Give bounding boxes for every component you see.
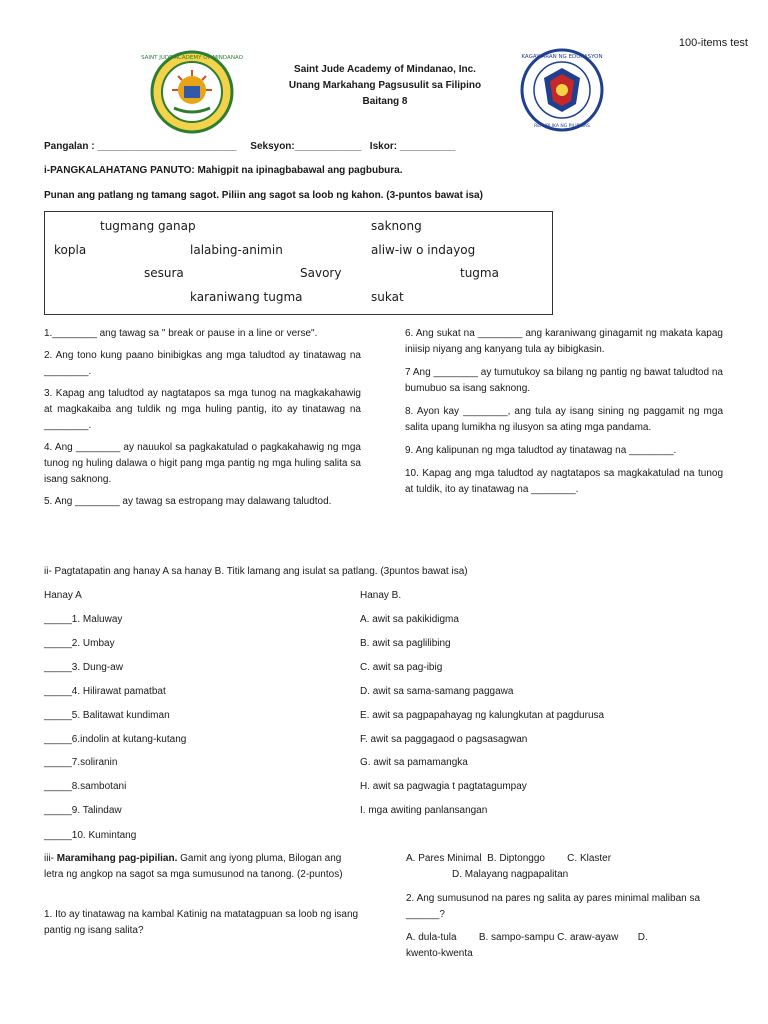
part3-instructions <box>44 851 362 883</box>
question-item: 5. Ang ________ ay tawag sa estropang may dalawang taludtod. <box>44 496 332 507</box>
test-label: 100-items test <box>678 37 748 49</box>
hanay-a-item: _____2. Umbay <box>44 638 115 649</box>
hanay-b-item: B. awit sa paglilibing <box>360 638 451 649</box>
part2-title: ii- Pagtatapatin ang hanay A sa hanay B. Titik lamang ang isulat sa patlang. (3puntos bawat isa) <box>44 566 468 577</box>
part1-left-column <box>44 326 361 510</box>
hanay-b-item: H. awit sa pagwagia t pagtatagumpay <box>360 781 527 792</box>
q1-choices-line1: A. Pares Minimal B. Diptonggo C. Klaster <box>406 853 612 864</box>
word-bank-item: sesura <box>144 266 184 280</box>
part1-direction: Punan ang patlang ng tamang sagot. Piliin ang sagot sa loob ng kahon. (3-puntos bawat isa) <box>44 190 483 201</box>
deped-logo-text: KAGAWARAN NG EDUKASYON <box>521 54 603 60</box>
school-name: Saint Jude Academy of Mindanao, Inc. <box>294 64 476 75</box>
word-bank-item: aliw-iw o indayog <box>371 243 476 257</box>
hanay-b-item: A. awit sa pakikidigma <box>360 614 459 625</box>
hanay-b-item: F. awit sa paggagaod o pagsasagwan <box>360 734 528 745</box>
q2-choices-line2: kwento-kwenta <box>406 948 473 959</box>
deped-logo-subtext: REPUBLIKA NG PILIPINAS <box>534 124 590 129</box>
q2-choices-line1: A. dula-tula B. sampo-sampu C. araw-ayaw D. <box>406 932 648 943</box>
question-item: 10. Kapag ang mga taludtod ay nagtatapos sa magkakatulad na tunog at tuldik, ito ay tinatawag na ________. <box>405 468 723 495</box>
grade-level: Baitang 8 <box>362 96 408 107</box>
part1-title: i-PANGKALAHATANG PANUTO: Mahigpit na ipinagbabawal ang pagbubura. <box>44 165 403 176</box>
question-item: 1.________ ang tawag sa " break or pause in a line or verse". <box>44 328 318 339</box>
hanay-a-item: _____10. Kumintang <box>44 830 137 841</box>
q1-choices-line2: D. Malayang nagpapalitan <box>452 869 569 880</box>
word-bank-item: kopla <box>54 243 87 257</box>
hanay-a-item: _____6.indolin at kutang-kutang <box>44 734 187 745</box>
deped-seal <box>520 48 604 137</box>
hanay-a-item: _____8.sambotani <box>44 781 127 792</box>
part3-title: Maramihang pag-pipilian. <box>56 853 178 864</box>
hanay-b-label: Hanay B. <box>360 590 402 601</box>
hanay-b-item: D. awit sa sama-samang paggawa <box>360 686 514 697</box>
hanay-a-item: _____4. Hilirawat pamatbat <box>44 686 166 697</box>
question-item: 7 Ang ________ ay tumutukoy sa bilang ng pantig ng bawat taludtod na bumubuo sa isang saknong. <box>405 367 723 394</box>
word-bank-item: saknong <box>371 219 422 233</box>
school-logo-text: SAINT JUDE ACADEMY OF MINDANAO <box>141 55 243 61</box>
part1-right-column <box>405 326 723 498</box>
deped-logo-icon <box>520 48 604 132</box>
word-bank-item: sukat <box>371 290 404 304</box>
word-bank-box <box>44 211 553 315</box>
hanay-a-item: _____5. Balitawat kundiman <box>44 710 170 721</box>
name-section-line: Pangalan : _________________________ Seksyon:____________ Iskor: __________ <box>44 141 456 152</box>
question-item: 2. Ang tono kung paano binibigkas ang mga taludtod ay tinatawag na ________. <box>44 350 361 377</box>
question-item: 6. Ang sukat na ________ ang karaniwang ginagamit ng makata kapag iniisip niyang ang kanyang tula ay bibigkasin. <box>405 328 723 355</box>
question-item: 3. Kapag ang taludtod ay nagtatapos sa mga tunog na magkakahawig at magkakaiba ang tuldik ng mga huling pantig, ito ay tinatawag na ________. <box>44 388 361 431</box>
exam-title: Unang Markahang Pagsusulit sa Filipino <box>288 80 482 91</box>
question-item: 4. Ang ________ ay nauukol sa pagkakatulad o pagkakahawig ng mga tunog ng huling dalawa o higit pang mga pantig ng mga huling salita sa isang saknong. <box>44 442 361 485</box>
word-bank-item: tugmang ganap <box>100 219 196 233</box>
hanay-a-label: Hanay A <box>44 590 82 601</box>
part3-direction: Gamit ang iyong pluma, Bilogan ang letra ng angkop na sagot sa mga sumusunod na tanong. (2-puntos) <box>44 853 343 880</box>
hanay-a-item: _____3. Dung-aw <box>44 662 123 673</box>
hanay-a-item: _____1. Maluway <box>44 614 123 625</box>
hanay-b-item: E. awit sa pagpapahayag ng kalungkutan at pagdurusa <box>360 710 605 721</box>
hanay-b-item: I. mga awiting panlansangan <box>360 805 488 816</box>
hanay-a-item: _____9. Talindaw <box>44 805 122 816</box>
part3-title-prefix: iii- <box>44 853 57 864</box>
question-item: 8. Ayon kay ________, ang tula ay isang sining ng paggamit ng mga salita upang lumikha ng ilusyon sa ating mga pandama. <box>405 406 723 433</box>
word-bank-item: karaniwang tugma <box>190 290 303 304</box>
word-bank-item: Savory <box>300 266 342 280</box>
part3-question-1: 1. Ito ay tinatawag na kambal Katinig na matatagpuan sa loob ng isang pantig ng isang salita? <box>44 909 359 936</box>
word-bank-item: lalabing-animin <box>190 243 283 257</box>
part3-question-2: 2. Ang sumusunod na pares ng salita ay pares minimal maliban sa ______? <box>406 893 701 920</box>
hanay-b-item: C. awit sa pag-ibig <box>360 662 443 673</box>
question-item: 9. Ang kalipunan ng mga taludtod ay tinatawag na ________. <box>405 445 677 456</box>
school-header <box>200 62 570 110</box>
hanay-b-item: G. awit sa pamamangka <box>360 757 468 768</box>
hanay-a-item: _____7.soliranin <box>44 757 118 768</box>
word-bank-item: tugma <box>460 266 499 280</box>
